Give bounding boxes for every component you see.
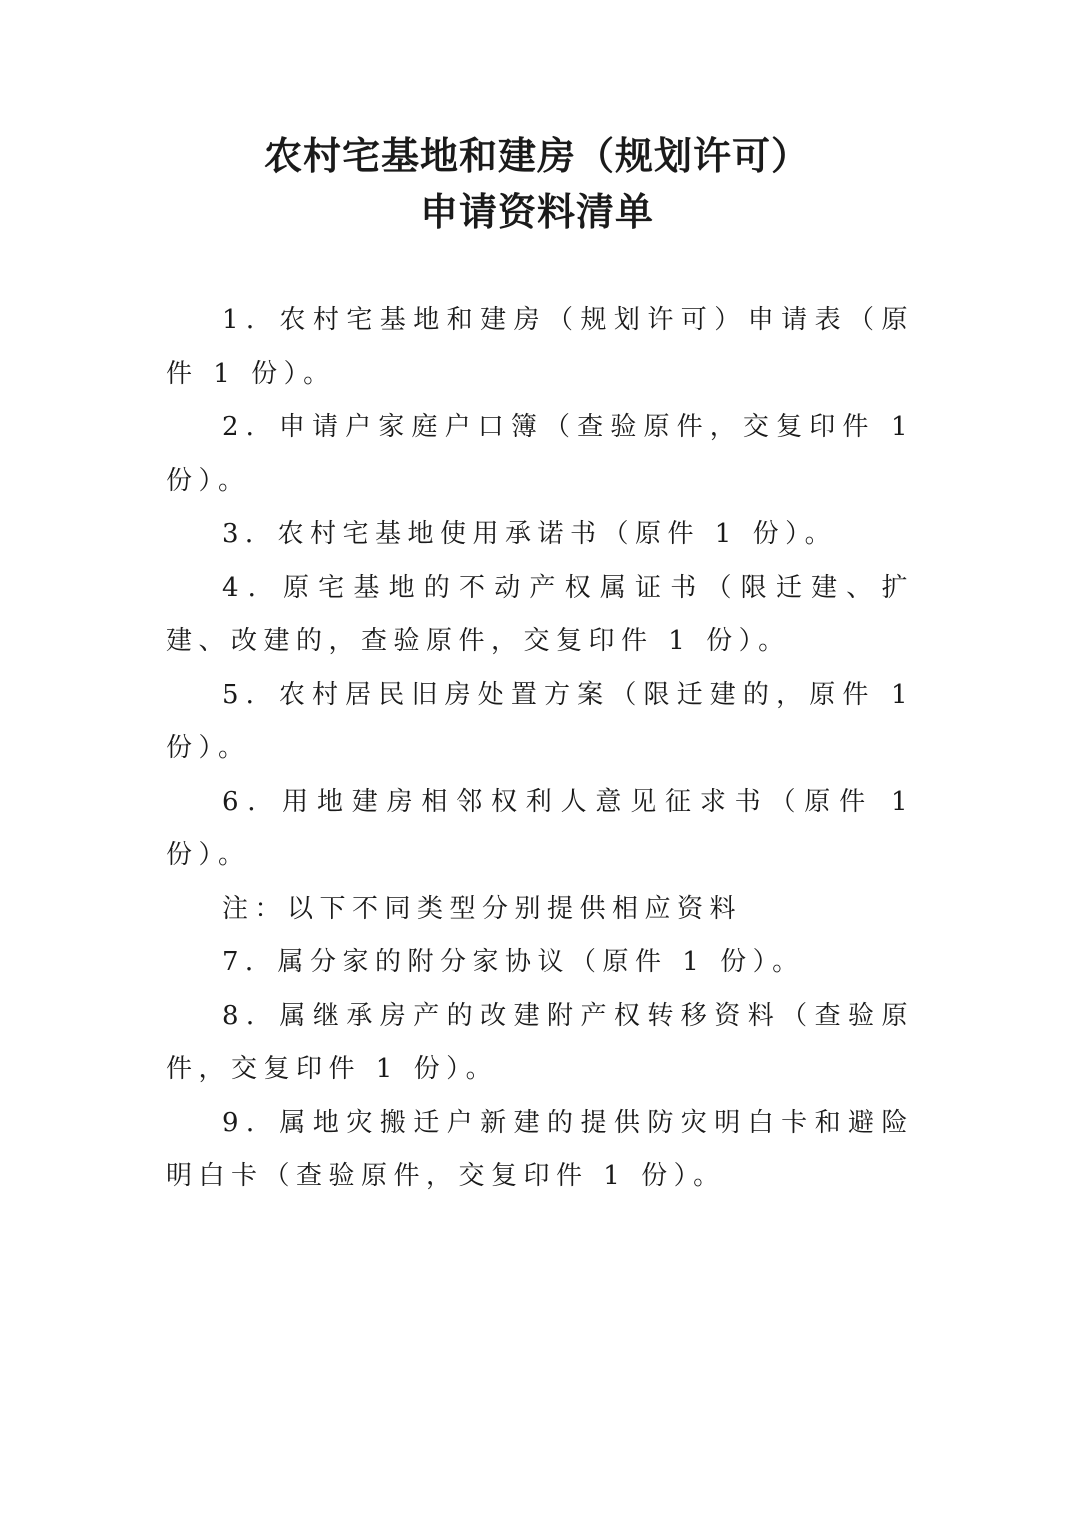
requirement-list xyxy=(166,294,914,1204)
list-item-6: 6．用地建房相邻权利人意见征求书（原件 1 份）。 xyxy=(166,786,914,870)
title-line-2: 申请资料清单 xyxy=(419,190,654,234)
list-item-4: 4．原宅基地的不动产权属证书（限迁建、扩建、改建的，查验原件，交复印件 1 份）。 xyxy=(166,572,914,656)
list-item-1: 1．农村宅基地和建房（规划许可）申请表（原件 1 份）。 xyxy=(166,305,914,389)
title-line-1: 农村宅基地和建房（规划许可） xyxy=(263,134,810,178)
list-item-2: 2．申请户家庭户口簿（查验原件，交复印件 1 份）。 xyxy=(166,412,914,496)
document-title xyxy=(0,128,1074,240)
list-item-8: 8．属继承房产的改建附产权转移资料（查验原件，交复印件 1 份）。 xyxy=(166,1000,914,1084)
list-item-3: 3．农村宅基地使用承诺书（原件 1 份）。 xyxy=(222,519,838,549)
list-note: 注：以下不同类型分别提供相应资料 xyxy=(222,893,743,924)
list-item-9: 9．属地灾搬迁户新建的提供防灾明白卡和避险明白卡（查验原件，交复印件 1 份）。 xyxy=(166,1107,914,1191)
list-item-5: 5．农村居民旧房处置方案（限迁建的，原件 1 份）。 xyxy=(166,679,914,763)
list-item-7: 7．属分家的附分家协议（原件 1 份）。 xyxy=(222,947,805,977)
